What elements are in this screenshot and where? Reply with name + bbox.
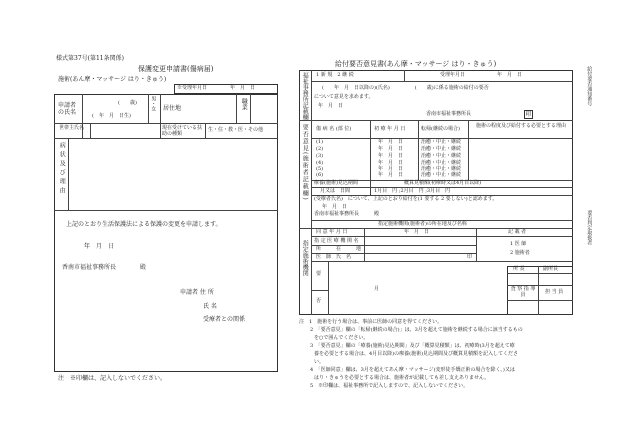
residence-label: 居住地 [163,105,182,112]
year-label: 月 [374,286,380,292]
left-note: 注 ※印欄は、記入しないでください。 [58,375,167,382]
row-3-date: 年 月 日 [378,153,404,159]
note-3: を○で囲んでください。 [314,335,369,341]
welfare-head: 香南市福祉事務所長 [426,111,472,117]
applicant-name: 氏 名 [203,303,217,310]
stamp-head-1: 所 長 [513,266,525,272]
household-label: 世帯主氏名 [59,125,85,131]
row-1-date: 年 月 日 [378,139,404,145]
header-first-date: 初 療 年 月 日 [374,126,406,132]
applicant-address: 申請者 住 所 [180,289,214,296]
doctor-name-label: 医 師 氏 名 [316,254,352,260]
left-date-line: 年 月 日 [84,243,115,250]
consent-label: 同 意 年 月 日 [316,229,348,235]
seal-mark: 印 [525,111,532,118]
row-4-date: 年 月 日 [378,160,404,166]
vertical-guidance: 指定施術機関 [301,240,309,276]
row-6-no: (6) [316,172,324,178]
no-need-label: 否 [316,298,322,304]
row-4-outcome: 治癒・中止・継続 [421,160,462,166]
header-outcome: 転帰(継続の場合) [421,126,460,132]
row-2-no: (2) [316,146,324,152]
opinion-head: 香南市福祉事務所長 殿 [314,211,380,217]
row-5-no: (5) [316,166,324,172]
recorder-label: 記 載 者 [508,229,527,235]
relation-label: 受療者との関係 [203,316,246,323]
note-4: 3 「要否意見」欄の「療養(施術)見込期間」及び「概算見積額」は、初療時(3月を超えて療 [310,343,515,349]
form-number: 様式第37号(第11条関係) [56,55,124,62]
note-5: 養を必要とする場合は、4月目以降)の療養(施術)見込期間及び概算見積額を記入してくださ [314,351,519,357]
row-6-date: 年 月 日 [378,172,404,178]
left-subtitle: 施術(あん摩・マッサージ はり・きゅう) [58,76,167,83]
addressee: 香南市福祉事務所長 殿 [62,264,147,271]
row-6-outcome: 治癒・中止・継続 [421,172,462,178]
note-8: はり・きゅうを必要とする場合は、施術者が記載しても差し支えありません。 [314,375,490,381]
header-disease: 傷 病 名 (部 位) [316,126,352,132]
statement: 上記のとおり生活保護法による保護の変更を申請します。 [66,221,222,228]
institution-title: 指定施術機関(施術者)の所在地及び名称 [378,221,467,227]
note-6: い。 [314,359,325,365]
note-2: 2 「要否意見」欄の「転帰(継続の場合)」は、3月を超えて施術を継続する場合に該当するもの [310,327,523,333]
doctor-institution: 指 定 医 療 機 関 名 [314,238,359,244]
vertical-practitioner: 要否意見(施術者記載欄) [301,124,309,201]
opinion-line: (受療者氏名) について、上記のとおり給付を(1 要する 2 要しない)と認めます。 [314,196,498,202]
request-date: 年 月 日 [318,103,344,109]
right-receipt-date: 年 月 日 [497,72,523,78]
applicant-label: 申請者の氏名 [58,102,77,116]
vertical-right-2: 要否判定取扱者 [586,210,593,245]
note-9: 5 ※印欄は、福祉事務所で記入しますので、記入しないでください。 [310,383,469,389]
period-label: 療養(施術)見込期間 [314,180,358,186]
condition-label: 病状及び理由 [58,142,66,196]
note-1: 注 1 施術を行う場合は、事前に医師の同意を得てください。 [299,319,443,325]
occupation-label: 職業 [240,98,248,110]
header-reason: 施術の程度及び給付する必要とする理由 [476,123,567,129]
row-2-outcome: 治癒・中止・継続 [421,146,462,152]
new-cont: 1 新 規 2 継 続 [316,72,354,78]
fee-label: 概算見積額(初療時又は4月目以降) [404,180,482,186]
row-1-outcome: 治癒・中止・継続 [421,139,462,145]
row-4-no: (4) [316,160,324,166]
stamp-head-2: 副所長 [543,266,559,272]
row-1-no: (1) [316,139,324,145]
doctor-option-2: 2 施術者 [510,250,530,256]
fee-values: 1月目 円 ;2月目 円 ;3月目 円 [374,188,451,194]
stamp-head-3: 査 察 指 導 員 [510,286,536,298]
right-title: 給付要否意見書(あん摩・マッサージ はり・きゅう) [335,60,497,68]
left-title: 保護変更申請書(傷病届) [138,65,214,73]
row-3-no: (3) [316,153,324,159]
applicant-paren: ( 歳) [118,100,137,106]
seal-mark-2: 印 [467,254,473,260]
period-values: 月又は 日間 [320,188,351,194]
row-5-outcome: 治癒・中止・継続 [421,166,462,172]
location-label: 所 在 地 [316,246,362,252]
request-line2: について意見を求めます。 [314,94,374,100]
gender-label: 男・女 [150,96,157,111]
consent-date: 年 月 日 [404,229,430,235]
stamp-head-4: 担 当 員 [545,289,564,295]
current-treatment-label: 現在受けている扶助の種類 [162,125,203,137]
opinion-date: 年 月 日 [322,204,348,210]
left-receipt-date: 年 月 日 [230,85,256,91]
aid-types: 生・住・教・医・その他 [208,127,264,133]
note-7: 4 「医師同意」欄は、3月を超えてあん摩・マッサージ(変形徒手矯正術の場合を除く。)又は [310,367,515,373]
applicant-birth: ( 年 月 日生) [92,113,131,119]
need-label: 要 [316,271,322,277]
row-2-date: 年 月 日 [378,146,404,152]
vertical-right-1: 給付要否通知番号 [586,66,593,106]
right-receipt-label: 受理年月日 [440,72,466,78]
vertical-welfare: 福祉事務所記載欄 [301,72,309,120]
left-receipt-label: ※受理年月日 [177,85,208,91]
row-5-date: 年 月 日 [378,166,404,172]
row-3-outcome: 治癒・中止・継続 [421,153,462,159]
request-line: ( 年 月 日以降の)(氏名) ( 歳)に係る施術の給付の要否 [322,85,489,91]
doctor-option-1: 1 医 師 [510,241,527,247]
